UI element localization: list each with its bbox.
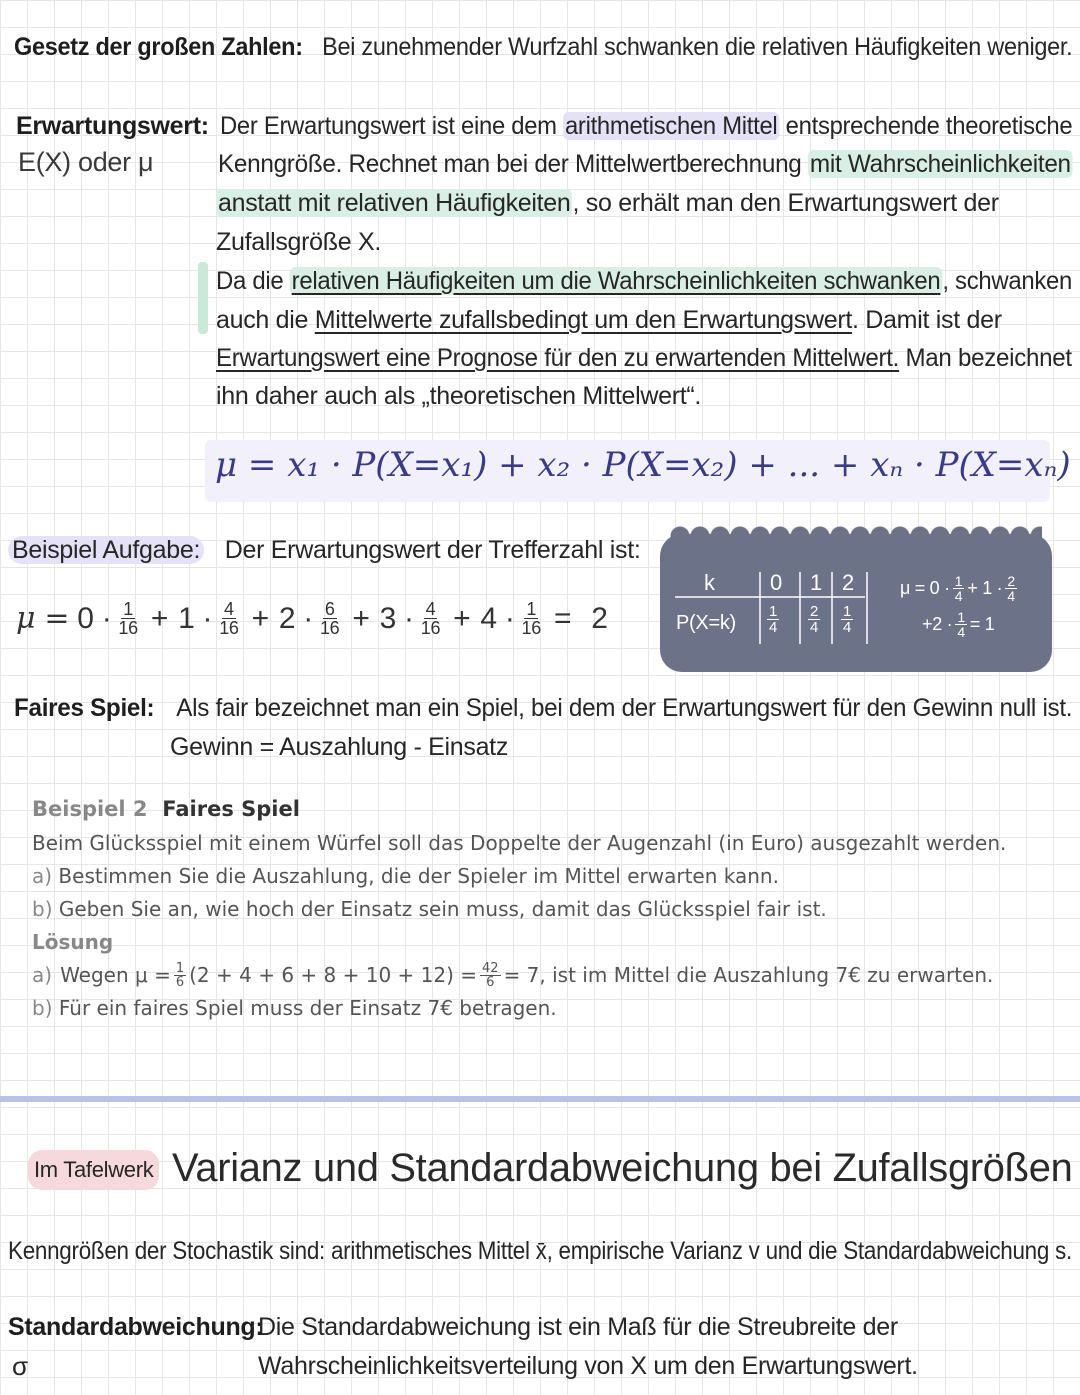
note-calc-line-2 xyxy=(922,610,994,639)
frac-den: 6 xyxy=(486,975,495,990)
table-p-0 xyxy=(764,604,782,635)
table-p-label: P(X=k) xyxy=(676,612,736,634)
term-operator: + xyxy=(352,601,370,635)
std-line-1: Die Standardabweichung ist ein Maß für die Streubreite der xyxy=(258,1313,898,1341)
solution-text: Wegen μ = xyxy=(60,963,171,987)
underline-mittelwerte: Mittelwerte zufallsbedingt um den Erwartungswert xyxy=(314,306,853,334)
task-label: a) xyxy=(32,963,53,987)
fair-line xyxy=(14,690,1072,726)
term-factor: 2 · xyxy=(278,601,313,635)
beispiel2-task-b xyxy=(32,893,827,926)
section2-title: Varianz und Standardabweichung bei Zufallsgrößen xyxy=(172,1146,1073,1190)
erwartung-line-3 xyxy=(216,185,999,221)
text-seg: . Damit ist der xyxy=(852,306,1002,334)
frac-den: 4 xyxy=(954,588,963,604)
term-fraction xyxy=(118,600,137,637)
table-k-2: 2 xyxy=(842,570,854,595)
task-label: a) xyxy=(32,864,53,888)
erwartung-line-6 xyxy=(216,302,1002,338)
term-factor: 0 · xyxy=(77,601,112,635)
frac-num: 1 xyxy=(175,961,185,976)
highlight-schwanken: relativen Häufigkeiten um die Wahrscheinlichkeiten schwanken xyxy=(291,267,941,295)
frac-num: 1 xyxy=(769,603,778,620)
frac-den: 16 xyxy=(319,618,340,638)
frac-den: 4 xyxy=(843,619,852,636)
text-seg: auch die xyxy=(216,306,315,334)
gesetz-line xyxy=(14,29,1072,65)
frac-den: 16 xyxy=(219,618,239,638)
solution-text: = 7, ist im Mittel die Auszahlung 7€ zu erwarten. xyxy=(503,963,994,987)
frac-num: 4 xyxy=(224,599,234,619)
table-k-0: 0 xyxy=(770,570,782,595)
frac-den: 16 xyxy=(420,618,441,638)
solution-text: (2 + 4 + 6 + 8 + 10 + 12) = xyxy=(189,963,478,987)
beispiel2-number: Beispiel 2 xyxy=(32,797,148,821)
task-label: b) xyxy=(32,996,53,1020)
erwartung-label: Erwartungswert: xyxy=(16,112,209,140)
frac-num: 1 xyxy=(123,599,133,619)
beispiel1-calculation xyxy=(16,600,608,637)
frac-num: 1 xyxy=(526,599,537,619)
mu-symbol: μ = xyxy=(16,601,70,636)
erwartung-line-7 xyxy=(216,340,1072,376)
note-calc-line-1 xyxy=(900,574,1020,603)
frac-num: 42 xyxy=(482,961,499,976)
erwartung-line-2 xyxy=(218,146,1073,182)
term-operator: + xyxy=(453,601,471,635)
note-text: + 1 · xyxy=(967,578,1003,598)
text-seg: entsprechende theoretische xyxy=(779,112,1073,140)
table-note-box xyxy=(660,534,1052,672)
frac-num: 1 xyxy=(843,603,852,620)
text-seg: Man bezeichnet xyxy=(899,344,1072,372)
frac-num: 2 xyxy=(810,603,819,620)
frac-den: 16 xyxy=(521,618,541,638)
term-factor: 3 · xyxy=(379,601,414,635)
fair-formula: Gewinn = Auszahlung - Einsatz xyxy=(170,733,509,761)
solution-text: Für ein faires Spiel muss der Einsatz 7€ betragen. xyxy=(58,996,557,1020)
term-fraction xyxy=(219,600,238,637)
beispiel2-solution-a xyxy=(32,959,993,992)
frac-den: 4 xyxy=(957,624,965,640)
term-fraction xyxy=(421,600,440,637)
gesetz-label: Gesetz der großen Zahlen: xyxy=(14,33,303,61)
highlight-wahrscheinlichkeiten: mit Wahrscheinlichkeiten xyxy=(809,150,1071,178)
table-p-1 xyxy=(805,604,823,635)
text-seg: , schwanken xyxy=(942,267,1073,295)
erwartungswert-formula: μ = x₁ · P(X=x₁) + x₂ · P(X=x₂) + ... + xₙ · P(X=xₙ) xyxy=(215,445,1071,485)
beispiel1-label: Beispiel Aufgabe: xyxy=(8,536,204,564)
beispiel2-solution-b xyxy=(32,992,557,1025)
text-seg: Der Erwartungswert ist eine dem xyxy=(220,112,564,140)
frac-den: 4 xyxy=(1007,588,1015,604)
std-line-2: Wahrscheinlichkeitsverteilung von X um den Erwartungswert. xyxy=(258,1352,918,1380)
erwartung-symbol: E(X) oder μ xyxy=(18,147,154,177)
frac-den: 4 xyxy=(810,619,819,636)
beispiel2-intro: Beim Glücksspiel mit einem Würfel soll das Doppelte der Augenzahl (in Euro) ausgezahlt werden. xyxy=(32,831,1007,855)
frac-num: 2 xyxy=(1007,573,1015,589)
note-text: +2 · xyxy=(922,614,953,634)
text-seg: Kenngröße. Rechnet man bei der Mittelwertberechnung xyxy=(218,150,808,178)
table-k-label: k xyxy=(704,570,715,595)
term-fraction xyxy=(320,600,339,637)
erwartung-line-5 xyxy=(216,263,1072,299)
note-text: = 1 xyxy=(969,614,995,634)
frac-num: 4 xyxy=(425,599,436,619)
green-margin-bar xyxy=(198,262,208,334)
erwartung-line-4: Zufallsgröße X. xyxy=(216,228,382,256)
kenngroessen-line: Kenngrößen der Stochastik sind: arithmetisches Mittel x̄, empirische Varianz v und die Standardabweichung s. xyxy=(8,1237,1072,1265)
text-seg: Da die xyxy=(216,267,290,295)
term-factor: 1 · xyxy=(178,601,213,635)
term-operator: + xyxy=(251,601,269,635)
fair-label: Faires Spiel: xyxy=(14,694,155,722)
frac-den: 6 xyxy=(175,975,185,990)
gesetz-text: Bei zunehmender Wurfzahl schwanken die relativen Häufigkeiten weniger. xyxy=(322,33,1073,61)
section-divider xyxy=(0,1096,1080,1102)
term-operator: = xyxy=(553,601,572,635)
erwartung-line-1 xyxy=(220,108,1072,144)
highlight-rel-haeufigkeiten: anstatt mit relativen Häufigkeiten xyxy=(218,189,571,217)
beispiel2-loesung: Lösung xyxy=(32,930,114,954)
term-fraction xyxy=(522,600,541,637)
beispiel2-heading: Faires Spiel xyxy=(162,797,300,821)
frac-num: 6 xyxy=(324,599,335,619)
beispiel1-result: 2 xyxy=(591,601,608,635)
beispiel2-task-a xyxy=(32,860,779,893)
beispiel1-terms xyxy=(77,600,581,637)
erwartung-line-8: ihn daher auch als „theoretischen Mittelwert“. xyxy=(216,382,702,410)
underline-prognose: Erwartungswert eine Prognose für den zu erwartenden Mittelwert. xyxy=(216,344,900,372)
term-operator: + xyxy=(150,601,169,635)
frac-num: 1 xyxy=(957,609,965,625)
task-label: b) xyxy=(32,897,53,921)
task-text: Bestimmen Sie die Auszahlung, die der Spieler im Mittel erwarten kann. xyxy=(58,864,779,888)
text-seg: , so erhält man den Erwartungswert der xyxy=(572,189,999,217)
fair-text: Als fair bezeichnet man ein Spiel, bei dem der Erwartungswert für den Gewinn null ist. xyxy=(176,694,1073,722)
beispiel1-text: Der Erwartungswert der Trefferzahl ist: xyxy=(224,536,641,564)
frac-num: 1 xyxy=(954,573,963,589)
std-symbol: σ xyxy=(12,1351,28,1381)
tafelwerk-tag: Im Tafelwerk xyxy=(28,1150,159,1190)
task-text: Geben Sie an, wie hoch der Einsatz sein muss, damit das Glücksspiel fair ist. xyxy=(58,897,827,921)
table-p-2 xyxy=(838,604,856,635)
table-lines xyxy=(660,534,1052,672)
frac-den: 16 xyxy=(118,618,138,638)
term-factor: 4 · xyxy=(480,601,515,635)
beispiel2-title xyxy=(32,793,300,826)
note-text: μ = 0 · xyxy=(900,578,950,598)
std-label: Standardabweichung: xyxy=(8,1313,264,1341)
table-k-1: 1 xyxy=(810,570,822,595)
highlight-arith-mittel: arithmetischen Mittel xyxy=(564,112,778,140)
beispiel1-line xyxy=(8,532,641,568)
frac-den: 4 xyxy=(769,619,778,636)
